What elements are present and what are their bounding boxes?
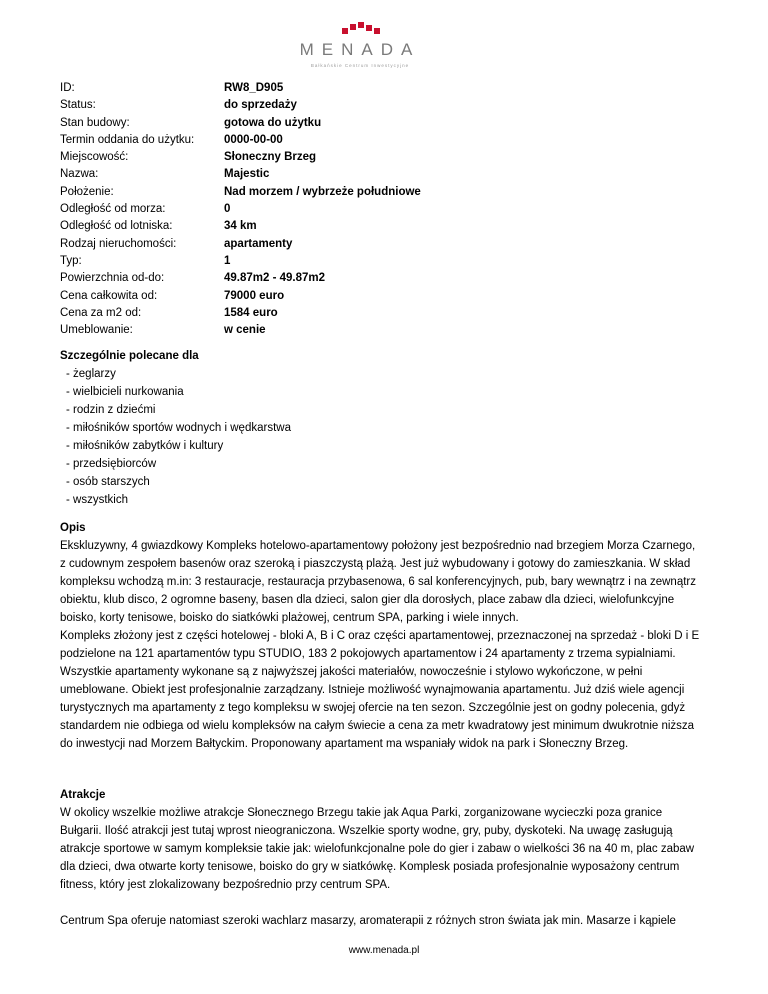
- text-line: boisko, korty tenisowe, boisko do siatkówki plażowej, centrum SPA, parking i wiele innych.: [60, 612, 519, 624]
- spec-value: 0: [224, 203, 231, 216]
- spec-value: 49.87m2 - 49.87m2: [224, 272, 326, 285]
- text-line: podzielone na 121 apartamentów typu STUDIO, 183 2 pokojowych apartamentow i 24 apartamenty z trzema sypialniami.: [60, 648, 676, 660]
- spec-value: 79000 euro: [224, 289, 285, 302]
- text-line: atrakcje sportowe w samym kompleksie takie jak: wielofunkcjonalne pole do gier i zabaw o wielkości 36 na 40 m, plac zabaw: [60, 843, 695, 855]
- text-line: kompleksu wchodzą m.in: 3 restauracje, restauracja przybasenowa, 6 sal konferencyjnych, pub, bary wewnątrz i na zewnątrz: [60, 576, 696, 588]
- attractions-heading: Atrakcje: [60, 789, 106, 801]
- spec-value: 0000-00-00: [224, 133, 283, 146]
- recommended-item: - miłośników sportów wodnych i wędkarstwa: [66, 422, 291, 434]
- recommended-item: - rodzin z dziećmi: [66, 404, 156, 416]
- spec-label: Położenie:: [60, 185, 114, 198]
- text-line: standardem nie odbiega od wielu kompleksów na całym świecie a cena za metr kwadratowy jest minimum dwukrotnie niższa: [60, 720, 695, 732]
- spec-value: do sprzedaży: [224, 99, 297, 112]
- spec-label: Umeblowanie:: [60, 324, 133, 337]
- menada-logo: [290, 22, 430, 72]
- text-line: turystycznych ma apartamenty z tego kompleksu w swojej ofercie na ten sezon. Szczególnie jest on godny polecenia, gdyż: [60, 702, 686, 714]
- logo-wordmark: MENADA: [299, 40, 421, 59]
- text-line: obiektu, klub disco, 2 ogromne baseny, basen dla dzieci, salon gier dla dorosłych, place zabaw dla dzieci, wielofunkcyjne: [60, 594, 675, 606]
- text-line: dla dzieci, dwa otwarte korty tenisowe, boisko do gry w siatkówkę. Komplesk posiada profesjonalnie wyposażony centrum: [60, 861, 680, 873]
- text-line: Wszystkie apartamenty wykonane są z najwyższej jakości materiałów, nowocześnie i stylowo wykończone, w pełni: [60, 666, 643, 678]
- spec-label: Rodzaj nieruchomości:: [60, 237, 177, 250]
- attractions-text: [60, 804, 714, 894]
- spa-paragraph: Centrum Spa oferuje natomiast szeroki wachlarz masarzy, aromaterapii z różnych stron świata jak min. Masarze i kąpiele: [60, 915, 676, 927]
- spec-value: w cenie: [224, 324, 266, 337]
- recommended-item: - wielbicieli nurkowania: [66, 386, 184, 398]
- recommended-section: [60, 347, 291, 509]
- text-line: Kompleks złożony jest z części hotelowej - bloki A, B i C oraz części apartamentowej, przeznaczonej na sprzedaż - bloki D i E: [60, 630, 700, 642]
- spec-label: Powierzchnia od-do:: [60, 272, 165, 285]
- spec-label: Cena za m2 od:: [60, 306, 142, 319]
- spec-value: 1: [224, 254, 231, 267]
- recommended-item: - wszystkich: [66, 494, 128, 506]
- recommended-heading: Szczególnie polecane dla: [60, 350, 199, 362]
- footer-url[interactable]: www.menada.pl: [348, 945, 420, 956]
- description-heading: Opis: [60, 522, 86, 534]
- description-text: [60, 537, 714, 753]
- spec-value: 34 km: [224, 220, 257, 233]
- description-section: [60, 519, 714, 753]
- recommended-item: - miłośników zabytków i kultury: [66, 440, 224, 452]
- logo-tagline: Bałkańskie Centrum Inwestycyjne: [310, 63, 410, 68]
- spec-value: 1584 euro: [224, 306, 278, 319]
- recommended-item: - osób starszych: [66, 476, 150, 488]
- recommended-item: - przedsiębiorców: [66, 458, 157, 470]
- recommended-list: [60, 365, 291, 509]
- spec-value: Słoneczny Brzeg: [224, 151, 317, 164]
- text-line: z cudownym zespołem basenów oraz szeroką i piaszczystą plażą. Jest już wybudowany i gotowy do zamieszkania. W skład: [60, 558, 691, 570]
- text-line: Bułgarii. Ilość atrakcji jest tutaj wprost nieograniczona. Wszelkie sporty wodne, gry, puby, dyskoteki. Na uwagę zasługują: [60, 825, 673, 837]
- spec-label: Stan budowy:: [60, 116, 130, 129]
- text-line: fitness, który jest zlokalizowany bezpośrednio przy centrum SPA.: [60, 879, 391, 891]
- text-line: W okolicy wszelkie możliwe atrakcje Słonecznego Brzegu takie jak Aqua Parki, zorganizowane wycieczki poza granice: [60, 807, 663, 819]
- spec-label: Odległość od lotniska:: [60, 220, 173, 233]
- spec-label: Miejscowość:: [60, 151, 129, 164]
- spec-label: Termin oddania do użytku:: [60, 133, 195, 146]
- text-line: Ekskluzywny, 4 gwiazdkowy Kompleks hotelowo-apartamentowy położony jest bezpośrednio nad brzegiem Morza Czarnego,: [60, 540, 696, 552]
- attractions-section: [60, 786, 714, 930]
- spec-label: Odległość od morza:: [60, 203, 166, 216]
- spec-label: Typ:: [60, 254, 82, 267]
- spec-label: Cena całkowita od:: [60, 289, 158, 302]
- spec-value: apartamenty: [224, 237, 293, 250]
- spec-value: Nad morzem / wybrzeże południowe: [224, 185, 421, 198]
- text-line: do inwestycji nad Morzem Bałtyckim. Proponowany apartament ma wspaniały widok na park i Słoneczny Brzeg.: [60, 738, 629, 750]
- spec-label: Nazwa:: [60, 168, 99, 181]
- spec-label: Status:: [60, 99, 96, 112]
- spec-label: ID:: [60, 82, 75, 94]
- spec-value: RW8_D905: [224, 82, 284, 94]
- spec-value: Majestic: [224, 168, 270, 181]
- text-line: umeblowane. Obiekt jest profesjonalnie zarządzany. Istnieje możliwość wynajmowania apartamentu. Już dziś wiele agencji: [60, 684, 685, 696]
- spec-value: gotowa do użytku: [224, 116, 322, 129]
- recommended-item: - żeglarzy: [66, 368, 116, 380]
